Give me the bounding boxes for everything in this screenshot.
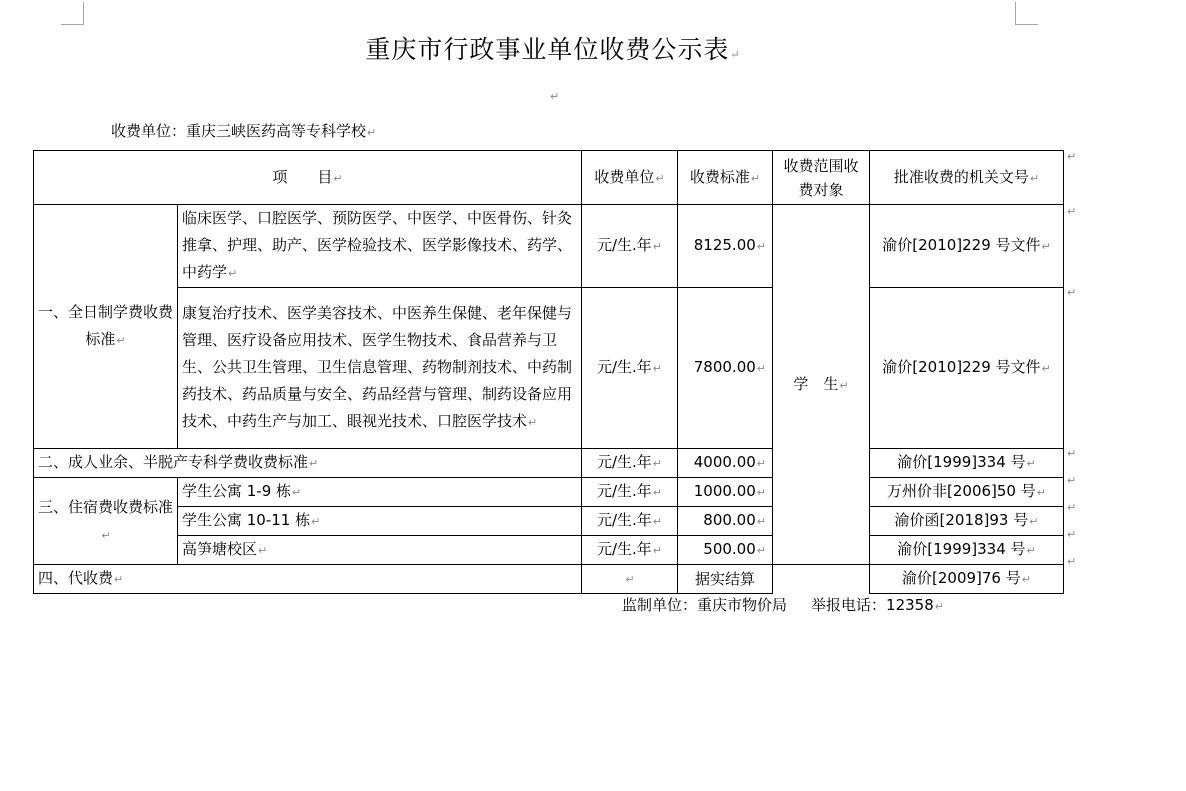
program-list: 康复治疗技术、医学美容技术、中医养生保健、老年保健与管理、医疗设备应用技术、医学生物技术、食品营养与卫生、公共卫生管理、卫生信息管理、药物制剂技术、中药制药技术、药品质量与安全、药品经营与管理、制药设备应用技术、中药生产与加工、眼视光技术、口腔医学技术↵: [178, 288, 582, 449]
fee-unit-cell: 元/生.年↵: [582, 205, 678, 288]
row-end-mark-icon: ↵: [1067, 286, 1077, 299]
empty-paragraph: [549, 85, 559, 104]
unit-name: 重庆三峡医药高等专科学校: [186, 122, 367, 140]
footer-line: [622, 594, 944, 615]
scope-cell-tail: [773, 565, 870, 594]
section-agency-label: 四、代收费↵: [34, 565, 582, 594]
section-adult-label: 二、成人业余、半脱产专科学费收费标准↵: [34, 449, 582, 478]
fee-standard-cell: 500.00↵: [678, 536, 773, 565]
fee-unit-cell: 元/生.年↵: [582, 536, 678, 565]
fee-standard-cell: 据实结算: [678, 565, 773, 594]
fee-standard-cell: 4000.00↵: [678, 449, 773, 478]
charging-unit-line: [111, 120, 376, 141]
approval-cell: 万州价非[2006]50 号↵: [870, 478, 1064, 507]
hotline-number: 12358: [886, 596, 934, 614]
row-end-mark-icon: ↵: [1067, 501, 1077, 514]
supervisor-label: 监制单位：: [622, 596, 698, 614]
paragraph-mark-icon: ↵: [550, 90, 560, 103]
table-row: [34, 565, 1064, 594]
housing-item: 高笋塘校区↵: [178, 536, 582, 565]
table-row: [34, 205, 1064, 288]
scope-cell: 学 生↵: [773, 205, 870, 565]
fee-unit-cell: ↵: [582, 565, 678, 594]
fee-standard-cell: 7800.00↵: [678, 288, 773, 449]
table-row: [34, 478, 1064, 507]
header-approval: 批准收费的机关文号↵: [870, 151, 1064, 205]
fee-standard-cell: 1000.00↵: [678, 478, 773, 507]
page-corner-top-right: [1015, 2, 1038, 25]
table-header-row: [34, 151, 1064, 205]
paragraph-mark-icon: ↵: [730, 48, 741, 61]
table-row: [34, 288, 1064, 449]
table-row: [34, 449, 1064, 478]
section-housing-label: 三、住宿费收费标准↵: [34, 478, 178, 565]
row-end-mark-icon: ↵: [1067, 150, 1077, 163]
fee-unit-cell: 元/生.年↵: [582, 478, 678, 507]
housing-item: 学生公寓 1-9 栋↵: [178, 478, 582, 507]
title-text: 重庆市行政事业单位收费公示表: [365, 35, 730, 64]
row-end-mark-icon: ↵: [1067, 474, 1077, 487]
row-end-mark-icon: ↵: [1067, 447, 1077, 460]
program-list: 临床医学、口腔医学、预防医学、中医学、中医骨伤、针灸推拿、护理、助产、医学检验技术、医学影像技术、药学、中药学↵: [178, 205, 582, 288]
fee-standard-cell: 800.00↵: [678, 507, 773, 536]
approval-cell: 渝价[2010]229 号文件↵: [870, 205, 1064, 288]
paragraph-mark-icon: ↵: [367, 126, 377, 139]
fee-unit-cell: 元/生.年↵: [582, 507, 678, 536]
page-corner-top-left: [61, 2, 84, 25]
row-end-mark-icon: ↵: [1067, 528, 1077, 541]
unit-label: 收费单位：: [111, 122, 187, 140]
approval-cell: 渝价[2010]229 号文件↵: [870, 288, 1064, 449]
approval-cell: 渝价[1999]334 号↵: [870, 449, 1064, 478]
approval-cell: 渝价[1999]334 号↵: [870, 536, 1064, 565]
table-row: [34, 507, 1064, 536]
approval-cell: 渝价[2009]76 号↵: [870, 565, 1064, 594]
paragraph-mark-icon: ↵: [934, 600, 944, 613]
row-end-mark-icon: ↵: [1067, 205, 1077, 218]
fee-unit-cell: 元/生.年↵: [582, 449, 678, 478]
approval-cell: 渝价函[2018]93 号↵: [870, 507, 1064, 536]
table-row: [34, 536, 1064, 565]
header-item: 项 目↵: [34, 151, 582, 205]
header-standard: 收费标准↵: [678, 151, 773, 205]
section-fulltime-label: 一、全日制学费收费标准↵: [34, 205, 178, 449]
fee-table: [33, 150, 1064, 594]
header-scope: 收费范围收费对象: [773, 151, 870, 205]
fee-unit-cell: 元/生.年↵: [582, 288, 678, 449]
header-fee-unit: 收费单位↵: [582, 151, 678, 205]
supervisor-name: 重庆市物价局: [697, 596, 788, 614]
fee-standard-cell: 8125.00↵: [678, 205, 773, 288]
row-end-mark-icon: ↵: [1067, 555, 1077, 568]
housing-item: 学生公寓 10-11 栋↵: [178, 507, 582, 536]
document-title: [0, 30, 1106, 66]
hotline-label: 举报电话：: [811, 596, 887, 614]
